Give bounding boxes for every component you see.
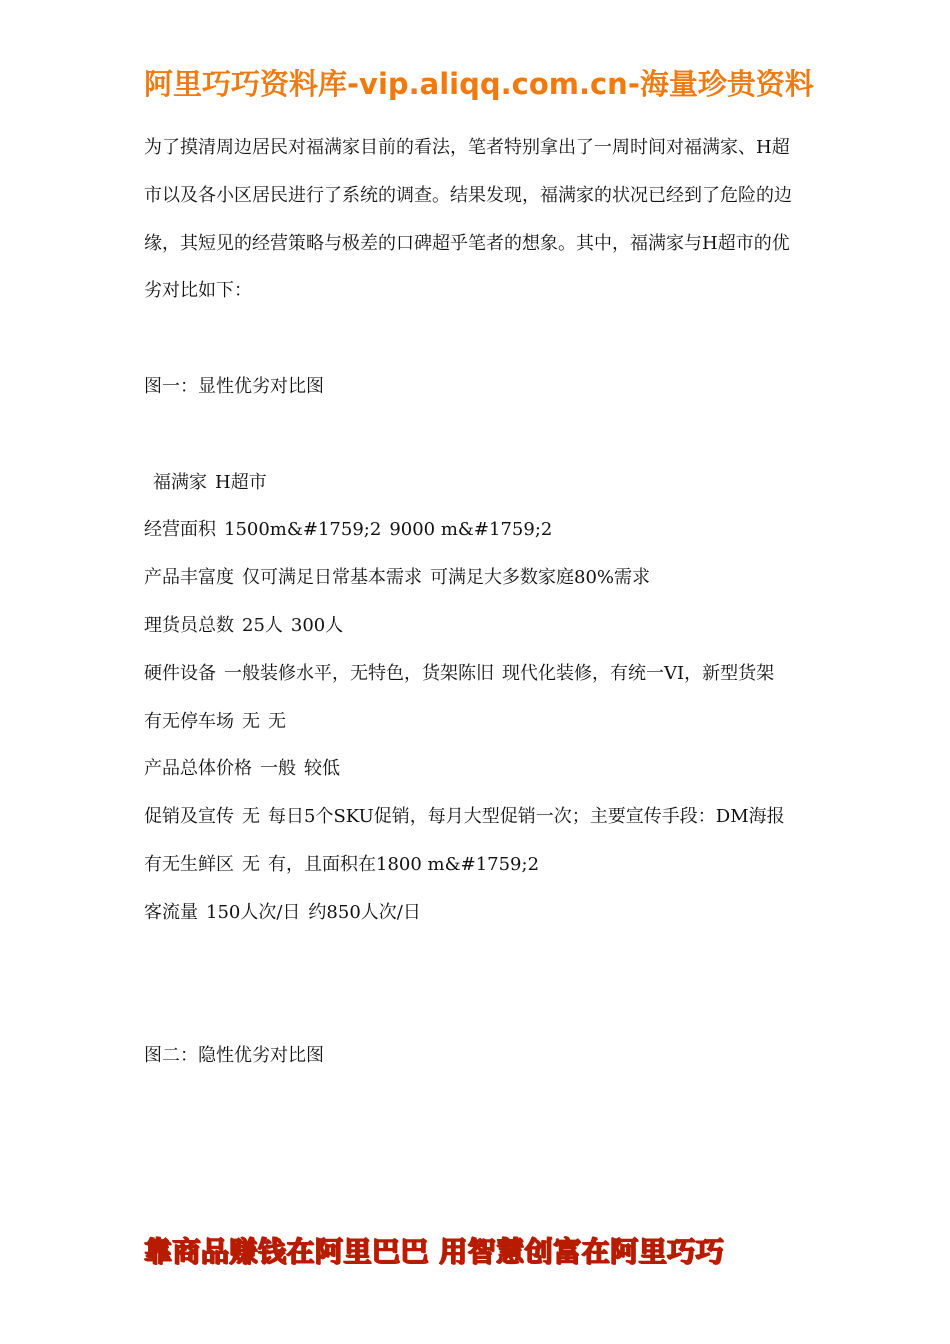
row-value-b: 300人 (290, 614, 344, 636)
row-item: 产品丰富度 (144, 567, 234, 589)
row-value-b: 有，且面积在1800 m&#1759;2 (268, 853, 540, 875)
row-item: 理货员总数 (144, 614, 234, 636)
row-value-b: 每日5个SKU促销，每月大型促销一次；主要宣传手段：DM海报 (268, 806, 785, 828)
row-value-b: 约850人次/日 (308, 901, 421, 923)
comparison-row (144, 650, 804, 698)
comparison-row (144, 554, 804, 602)
intro-paragraph: 为了摸清周边居民对福满家目前的看法，笔者特别拿出了一周时间对福满家、H超市以及各小区居民进行了系统的调查。结果发现，福满家的状况已经到了危险的边缘，其短见的经营策略与极差的口碑超乎笔者的想象。其中，福满家与H超市的优劣对比如下： (144, 137, 792, 302)
comparison-header (144, 459, 804, 507)
row-item: 有无生鲜区 (144, 853, 234, 875)
row-value-a: 25人 (242, 614, 283, 636)
spacer (144, 937, 804, 1033)
row-value-a: 一般 (260, 758, 296, 780)
comparison-row (144, 698, 804, 746)
document-body (144, 124, 804, 1080)
spacer (144, 411, 804, 459)
footer-banner: 靠商品赚钱在阿里巴巴 用智慧创富在阿里巧巧 (144, 1235, 725, 1268)
comparison-row (144, 602, 804, 650)
header-col-fumanjia: 福满家 (153, 471, 207, 493)
row-value-a: 150人次/日 (206, 901, 301, 923)
figure2-title: 图二：隐性优劣对比图 (144, 1045, 324, 1067)
row-item: 有无停车场 (144, 710, 234, 732)
row-item: 客流量 (144, 901, 198, 923)
row-value-a: 无 (242, 853, 260, 875)
row-value-b: 9000 m&#1759;2 (389, 519, 553, 541)
comparison-row (144, 841, 804, 889)
spacer (144, 315, 804, 363)
comparison-row (144, 793, 804, 841)
row-value-b: 可满足大多数家庭80%需求 (430, 567, 651, 589)
comparison-row (144, 889, 804, 937)
row-value-a: 无 (242, 806, 260, 828)
comparison-row (144, 506, 804, 554)
row-value-a: 一般装修水平，无特色，货架陈旧 (224, 662, 494, 684)
row-item: 经营面积 (144, 519, 216, 541)
row-item: 促销及宣传 (144, 806, 234, 828)
header-banner: 阿里巧巧资料库-vip.aliqq.com.cn-海量珍贵资料 (144, 67, 814, 101)
figure1-title: 图一：显性优劣对比图 (144, 375, 324, 397)
header-col-h-supermarket: H超市 (215, 471, 267, 493)
row-value-a: 仅可满足日常基本需求 (242, 567, 422, 589)
row-value-b: 较低 (304, 758, 340, 780)
row-item: 产品总体价格 (144, 758, 252, 780)
row-value-a: 1500m&#1759;2 (224, 519, 382, 541)
row-item: 硬件设备 (144, 662, 216, 684)
row-value-b: 无 (268, 710, 286, 732)
comparison-row (144, 745, 804, 793)
row-value-b: 现代化装修，有统一VI，新型货架 (502, 662, 775, 684)
row-value-a: 无 (242, 710, 260, 732)
